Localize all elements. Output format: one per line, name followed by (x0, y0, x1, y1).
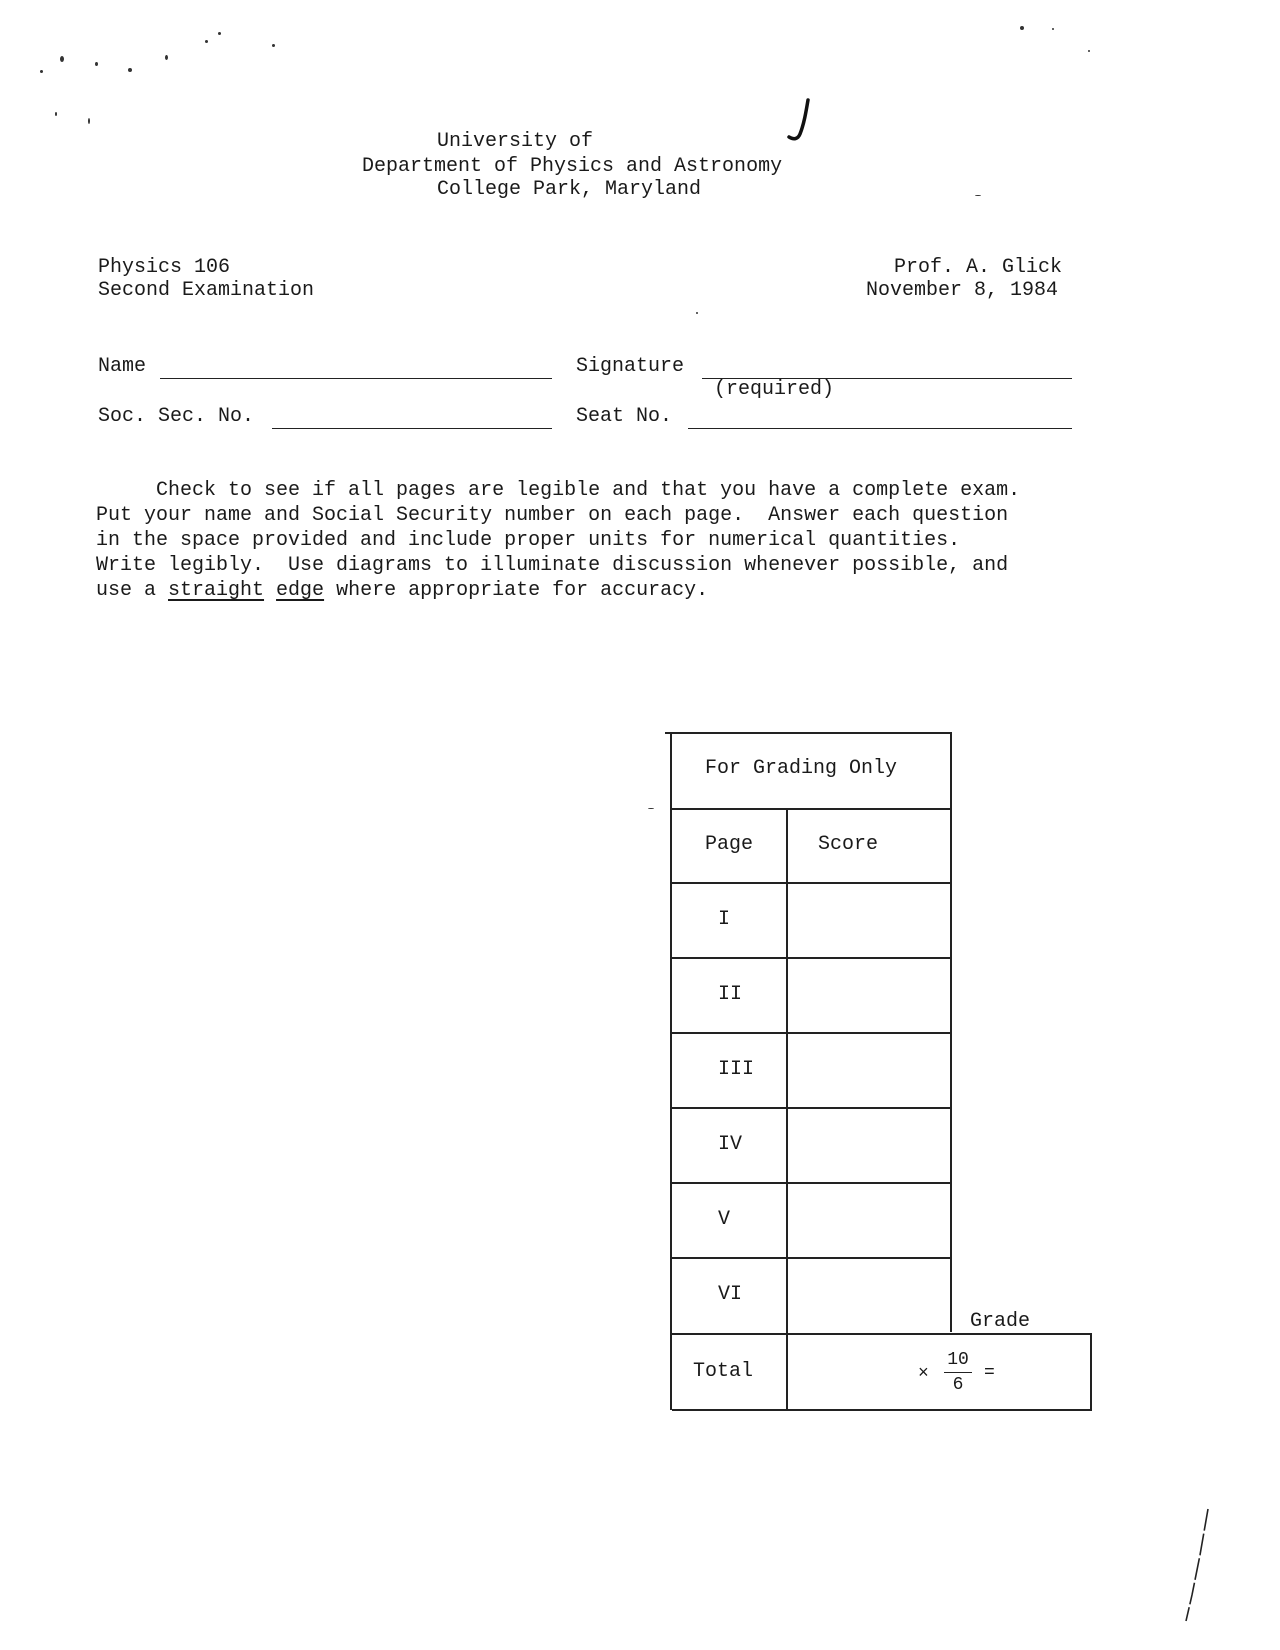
total-label: Total (693, 1360, 754, 1383)
exam-date: November 8, 1984 (866, 279, 1059, 302)
row-page-label: III (718, 1058, 755, 1081)
seat-field[interactable] (688, 428, 1072, 429)
ssn-label: Soc. Sec. No. (98, 405, 255, 428)
row-page-label: I (718, 908, 731, 931)
department-line: Department of Physics and Astronomy (362, 155, 783, 178)
instruction-text: use a (96, 579, 169, 602)
row-page-label: II (718, 983, 743, 1006)
name-label: Name (98, 355, 147, 378)
exam-title: Second Examination (98, 279, 315, 302)
underlined-edge: edge (276, 579, 325, 602)
instruction-line: Check to see if all pages are legible and that you have a complete exam. (96, 479, 1021, 502)
professor-name: Prof. A. Glick (894, 256, 1063, 279)
col-page-header: Page (705, 833, 754, 856)
col-score-header: Score (818, 833, 879, 856)
fraction-bar (944, 1372, 972, 1373)
underlined-straight: straight (168, 579, 265, 602)
signature-label: Signature (576, 355, 685, 378)
grade-label: Grade (970, 1310, 1031, 1333)
row-page-label: IV (718, 1133, 743, 1156)
course-name: Physics 106 (98, 256, 231, 279)
fraction-denominator: 6 (952, 1375, 964, 1395)
instruction-line: Put your name and Social Security number on each page. Answer each question (96, 504, 1009, 527)
seat-label: Seat No. (576, 405, 673, 428)
name-field[interactable] (160, 378, 552, 379)
multiply-sign: × (918, 1364, 929, 1384)
instructions-paragraph (96, 478, 1096, 603)
row-page-label: V (718, 1208, 731, 1231)
pen-stroke-icon (1178, 1505, 1218, 1625)
fraction-numerator: 10 (947, 1350, 969, 1370)
university-line: University of (437, 130, 606, 153)
row-page-label: VI (718, 1283, 743, 1306)
ssn-field[interactable] (272, 428, 552, 429)
signature-note: (required) (714, 378, 835, 401)
handwritten-mark-icon (786, 98, 816, 144)
location-line: College Park, Maryland (437, 178, 702, 201)
grading-title: For Grading Only (705, 757, 898, 780)
instruction-line: Write legibly. Use diagrams to illuminate discussion whenever possible, and (96, 554, 1009, 577)
equals-sign: = (984, 1363, 995, 1383)
instruction-text: where appropriate for accuracy. (324, 579, 709, 602)
instruction-line (96, 578, 1096, 603)
instruction-line: in the space provided and include proper units for numerical quantities. (96, 529, 961, 552)
